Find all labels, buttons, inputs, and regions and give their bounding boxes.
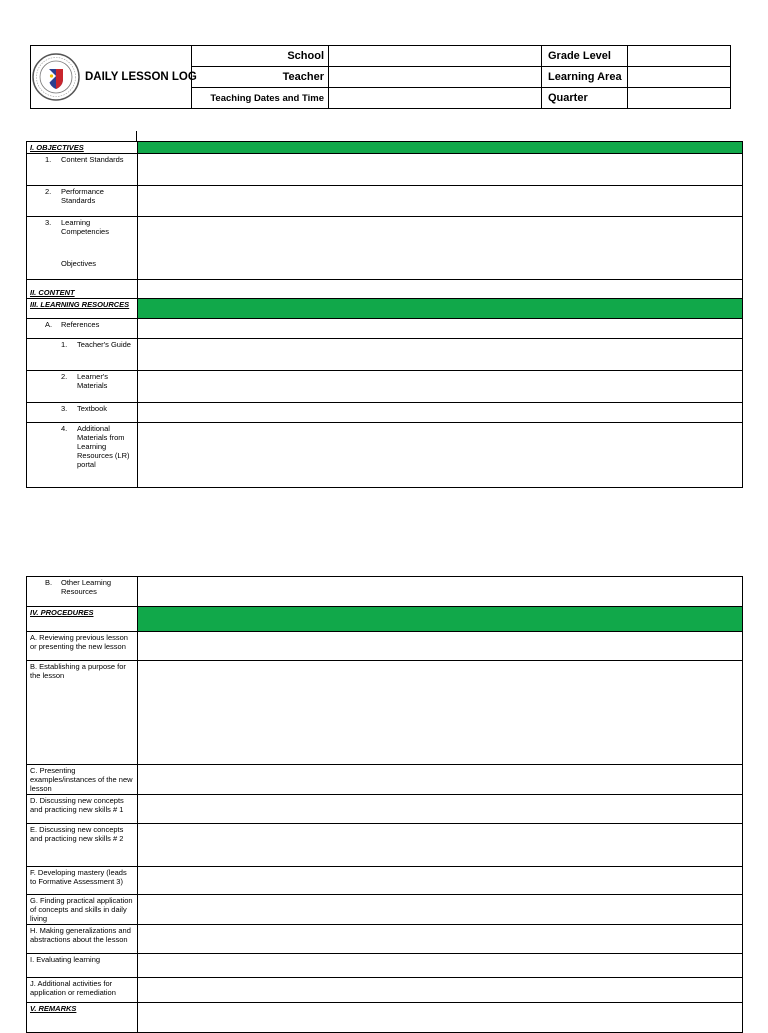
table-row bbox=[27, 142, 743, 154]
procedure-field-a[interactable] bbox=[138, 632, 743, 661]
remarks-heading: V. REMARKS bbox=[27, 1003, 138, 1033]
item-number: 1. bbox=[45, 155, 52, 164]
item-text: Other Learning Resources bbox=[61, 578, 112, 596]
table-row bbox=[27, 371, 743, 403]
divider bbox=[136, 131, 137, 141]
performance-standards-field[interactable] bbox=[138, 186, 743, 217]
content-standards-label bbox=[27, 154, 138, 186]
table-row bbox=[27, 661, 743, 765]
procedure-field-b[interactable] bbox=[138, 661, 743, 765]
references-field[interactable] bbox=[138, 319, 743, 339]
learners-materials-label bbox=[27, 371, 138, 403]
item-text: Textbook bbox=[77, 404, 108, 413]
content-field[interactable] bbox=[138, 280, 743, 299]
other-resources-label bbox=[27, 577, 138, 607]
table-row bbox=[27, 795, 743, 824]
learning-competencies-field[interactable] bbox=[138, 217, 743, 280]
school-field[interactable] bbox=[329, 46, 542, 67]
grade-level-field[interactable] bbox=[628, 46, 731, 67]
procedure-step-a: A. Reviewing previous lesson or presenting the new lesson bbox=[27, 632, 138, 661]
table-row bbox=[27, 280, 743, 299]
item-number: B. bbox=[45, 578, 53, 587]
table-row bbox=[27, 217, 743, 280]
learning-area-field[interactable] bbox=[628, 67, 731, 88]
other-resources-field[interactable] bbox=[138, 577, 743, 607]
table-row bbox=[27, 867, 743, 895]
procedure-step-g: G. Finding practical application of concepts and skills in daily living bbox=[27, 895, 138, 925]
item-number: 3. bbox=[61, 404, 68, 413]
textbook-label bbox=[27, 403, 138, 423]
item-text: Learning Competencies bbox=[61, 218, 109, 236]
item-text: Additional Materials from Learning Resources (LR) portal bbox=[77, 424, 130, 469]
lesson-table-1 bbox=[26, 141, 743, 488]
item-text: Learner's Materials bbox=[77, 372, 109, 390]
table-row bbox=[27, 299, 743, 319]
table-row bbox=[27, 423, 743, 488]
table-row bbox=[27, 925, 743, 954]
procedure-step-d: D. Discussing new concepts and practicing new skills # 1 bbox=[27, 795, 138, 824]
item-text: Teacher's Guide bbox=[77, 340, 131, 349]
table-row bbox=[27, 186, 743, 217]
procedure-field-e[interactable] bbox=[138, 824, 743, 867]
lesson-table-2 bbox=[26, 576, 743, 1033]
procedures-heading: IV. PROCEDURES bbox=[27, 607, 138, 632]
table-row bbox=[27, 895, 743, 925]
teacher-label: Teacher bbox=[192, 67, 329, 88]
header-table bbox=[30, 45, 731, 109]
item-number: 2. bbox=[61, 372, 68, 381]
procedure-step-j: J. Additional activities for application or remediation bbox=[27, 978, 138, 1003]
learners-materials-field[interactable] bbox=[138, 371, 743, 403]
procedure-step-i: I. Evaluating learning bbox=[27, 954, 138, 978]
item-text: Performance Standards bbox=[61, 187, 104, 205]
quarter-label: Quarter bbox=[542, 88, 628, 109]
procedure-step-e: E. Discussing new concepts and practicing new skills # 2 bbox=[27, 824, 138, 867]
objectives-sub-label: Objectives bbox=[61, 259, 97, 268]
logo-cell bbox=[31, 46, 197, 109]
seal-icon bbox=[31, 52, 81, 102]
quarter-field[interactable] bbox=[628, 88, 731, 109]
table-row bbox=[27, 154, 743, 186]
teachers-guide-label bbox=[27, 339, 138, 371]
table-row bbox=[27, 765, 743, 795]
table-row bbox=[27, 978, 743, 1003]
log-title: DAILY LESSON LOG bbox=[85, 71, 197, 83]
table-row bbox=[27, 954, 743, 978]
content-heading: II. CONTENT bbox=[27, 280, 138, 299]
table-row bbox=[27, 607, 743, 632]
teaching-dates-label: Teaching Dates and Time bbox=[192, 88, 329, 109]
procedure-step-b: B. Establishing a purpose for the lesson bbox=[27, 661, 138, 765]
procedure-field-g[interactable] bbox=[138, 895, 743, 925]
procedure-field-f[interactable] bbox=[138, 867, 743, 895]
procedure-step-h: H. Making generalizations and abstractions about the lesson bbox=[27, 925, 138, 954]
additional-materials-field[interactable] bbox=[138, 423, 743, 488]
additional-materials-label bbox=[27, 423, 138, 488]
item-number: 4. bbox=[61, 424, 68, 433]
table-row bbox=[27, 339, 743, 371]
procedure-field-j[interactable] bbox=[138, 978, 743, 1003]
procedure-field-h[interactable] bbox=[138, 925, 743, 954]
teachers-guide-field[interactable] bbox=[138, 339, 743, 371]
teacher-field[interactable] bbox=[329, 67, 542, 88]
table-row bbox=[27, 824, 743, 867]
item-number: 2. bbox=[45, 187, 52, 196]
grade-level-label: Grade Level bbox=[542, 46, 628, 67]
section-bar bbox=[138, 142, 743, 154]
procedure-step-c: C. Presenting examples/instances of the new lesson bbox=[27, 765, 138, 795]
item-number: 3. bbox=[45, 218, 52, 227]
item-number: A. bbox=[45, 320, 53, 329]
table-row bbox=[27, 632, 743, 661]
school-label: School bbox=[192, 46, 329, 67]
table-row bbox=[27, 403, 743, 423]
performance-standards-label bbox=[27, 186, 138, 217]
table-row bbox=[27, 577, 743, 607]
item-text: References bbox=[61, 320, 100, 329]
textbook-field[interactable] bbox=[138, 403, 743, 423]
table-row bbox=[27, 319, 743, 339]
item-number: 1. bbox=[61, 340, 68, 349]
item-text: Content Standards bbox=[61, 155, 124, 164]
procedure-field-d[interactable] bbox=[138, 795, 743, 824]
procedure-step-f: F. Developing mastery (leads to Formative Assessment 3) bbox=[27, 867, 138, 895]
references-label bbox=[27, 319, 138, 339]
objectives-heading: I. OBJECTIVES bbox=[27, 142, 138, 154]
procedure-field-c[interactable] bbox=[138, 765, 743, 795]
content-standards-field[interactable] bbox=[138, 154, 743, 186]
learning-competencies-label bbox=[27, 217, 138, 280]
procedure-field-i[interactable] bbox=[138, 954, 743, 978]
learning-area-label: Learning Area bbox=[542, 67, 628, 88]
table-row bbox=[27, 1003, 743, 1033]
teaching-dates-field[interactable] bbox=[329, 88, 542, 109]
remarks-field[interactable] bbox=[138, 1003, 743, 1033]
learning-resources-heading: III. LEARNING RESOURCES bbox=[27, 299, 138, 319]
section-bar bbox=[138, 299, 743, 319]
section-bar bbox=[138, 607, 743, 632]
